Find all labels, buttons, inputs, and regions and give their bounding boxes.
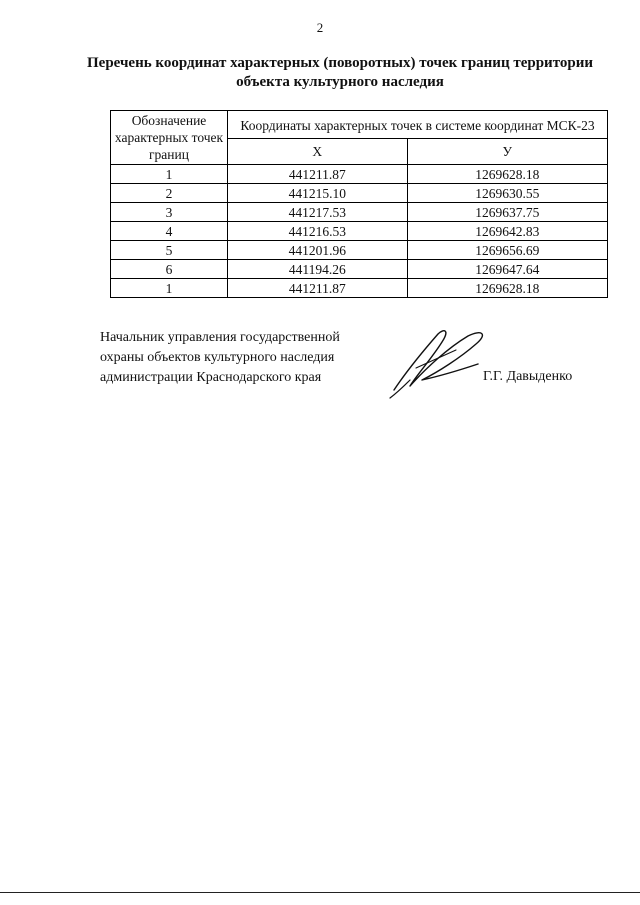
cell-point: 6: [111, 260, 228, 279]
cell-y: 1269630.55: [407, 184, 607, 203]
cell-y: 1269642.83: [407, 222, 607, 241]
cell-point: 5: [111, 241, 228, 260]
handwritten-signature: [386, 320, 498, 402]
table-row: [111, 165, 608, 184]
document-title: Перечень координат характерных (поворотных) точек границ территории объекта культурного наследия: [87, 55, 593, 90]
signatory-position: [100, 328, 400, 388]
header-coords-label: Координаты характерных точек в системе координат МСК-23: [228, 111, 608, 139]
cell-x: 441201.96: [228, 241, 408, 260]
table-header-row: [111, 111, 608, 139]
table-row: [111, 203, 608, 222]
cell-x: 441211.87: [228, 165, 408, 184]
page-number: 2: [316, 20, 324, 35]
cell-x: 441194.26: [228, 260, 408, 279]
cell-x: 441215.10: [228, 184, 408, 203]
cell-y: 1269637.75: [407, 203, 607, 222]
header-point-label: Обозначение характерных точек границ: [111, 111, 228, 165]
cell-y: 1269628.18: [407, 165, 607, 184]
table-row: [111, 279, 608, 298]
header-y: У: [407, 139, 607, 165]
signatory-position-line: администрации Краснодарского края: [100, 370, 322, 385]
bottom-rule: [0, 892, 640, 893]
cell-point: 4: [111, 222, 228, 241]
table-row: [111, 184, 608, 203]
signatory-position-line: охраны объектов культурного наследия: [100, 350, 335, 365]
signer-name: Г.Г. Давыденко: [483, 369, 573, 384]
cell-x: 441217.53: [228, 203, 408, 222]
table-row: [111, 222, 608, 241]
cell-point: 2: [111, 184, 228, 203]
cell-point: 1: [111, 279, 228, 298]
cell-point: 1: [111, 165, 228, 184]
header-x: Х: [228, 139, 408, 165]
coordinates-table: [110, 110, 608, 298]
cell-y: 1269628.18: [407, 279, 607, 298]
cell-y: 1269647.64: [407, 260, 607, 279]
cell-x: 441211.87: [228, 279, 408, 298]
table-row: [111, 260, 608, 279]
cell-x: 441216.53: [228, 222, 408, 241]
cell-y: 1269656.69: [407, 241, 607, 260]
table-row: [111, 241, 608, 260]
signatory-position-line: Начальник управления государственной: [100, 330, 340, 345]
cell-point: 3: [111, 203, 228, 222]
